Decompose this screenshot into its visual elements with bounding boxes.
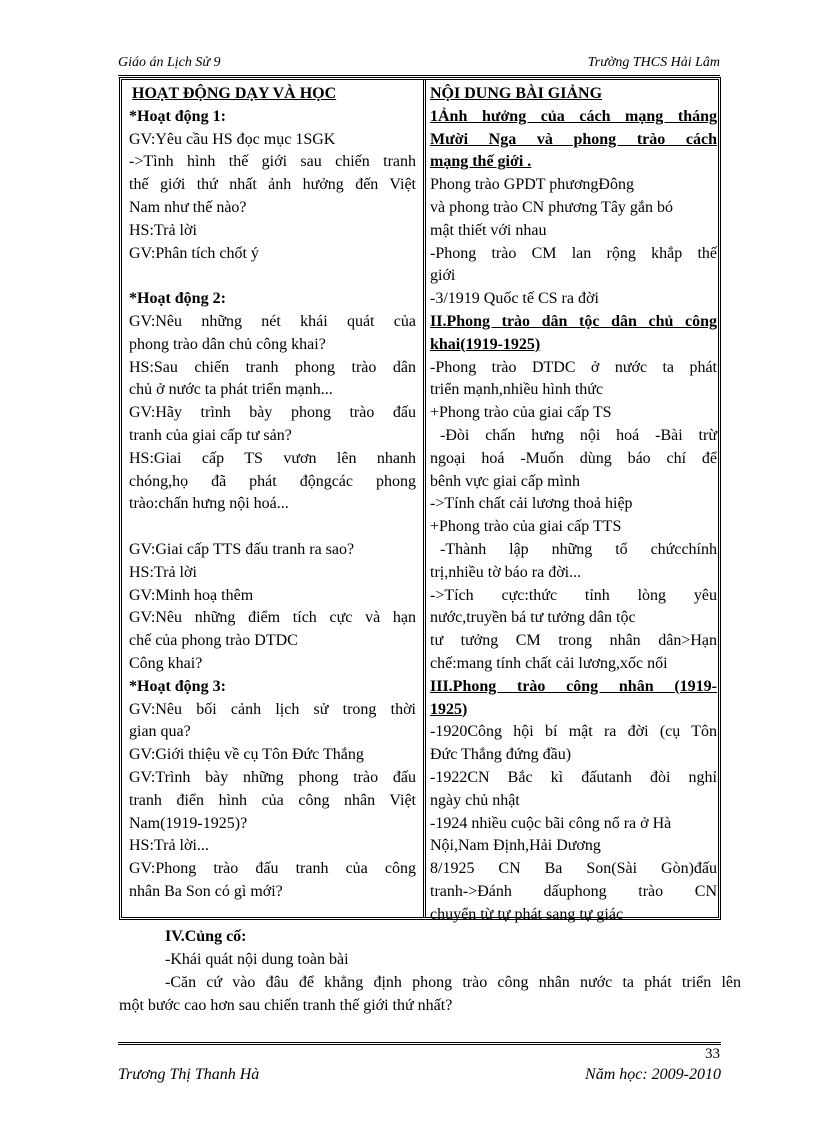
right-line: Nội,Nam Định,Hải Dương — [430, 837, 601, 855]
left-line: chủ ở nước ta phát triển mạnh... — [129, 381, 333, 399]
right-line: 8/1925 CN Ba Son(Sài Gòn)đấu — [430, 860, 717, 878]
activity-3-title: *Hoạt động 3: — [129, 677, 226, 695]
left-line: GV:Nêu bối cảnh lịch sử trong thời — [129, 700, 416, 718]
consolidation-title: IV.Củng cố: — [165, 928, 247, 945]
left-line: ->Tình hình thế giới sau chiến tranh — [129, 153, 416, 171]
right-line: -Đòi chấn hưng nội hoá -Bài trừ — [440, 426, 717, 444]
page-footer — [118, 1066, 721, 1086]
section-2-title: II.Phong trào dân tộc dân chủ công — [430, 312, 717, 330]
spacer — [129, 265, 416, 288]
left-line: chế của phong trào DTDC — [129, 632, 298, 650]
right-line: ngoại hoá -Muốn dùng báo chí để — [430, 449, 717, 467]
section-3-title: 1925) — [430, 700, 468, 718]
right-line: tranh->Đánh dấuphong trào CN — [430, 882, 717, 900]
left-line: nhân Ba Son có gì mới? — [129, 882, 283, 900]
right-line: ->Tích cực:thức tỉnh lòng yêu — [430, 586, 717, 604]
footer-author: Trương Thị Thanh Hà — [118, 1066, 260, 1083]
right-column — [430, 83, 717, 926]
right-line: -1920Công hội bí mật ra đời (cụ Tôn — [430, 723, 717, 741]
left-line: phong trào dân chủ công khai? — [129, 335, 326, 353]
footer-rule — [118, 1042, 721, 1045]
right-line: tư tưởng CM trong nhân dân>Hạn — [430, 632, 717, 650]
right-line: trị,nhiều tờ báo ra đời... — [430, 563, 582, 581]
right-line: -Phong trào DTDC ở nước ta phát — [430, 358, 717, 376]
left-line: HS:Sau chiến tranh phong trào dân — [129, 358, 416, 376]
left-line: HS:Trả lời — [129, 563, 197, 581]
section-1-title: mạng thế giới . — [430, 153, 532, 171]
right-line: bênh vực giai cấp mình — [430, 472, 580, 490]
left-line: tranh điển hình của công nhân Việt — [129, 791, 416, 809]
consolidation-line: -Khái quát nội dung toàn bài — [165, 951, 349, 968]
left-line: GV:Nêu những điểm tích cực và hạn — [129, 609, 416, 627]
left-line: HS:Trả lời... — [129, 837, 209, 855]
right-line: Phong trào GPDT phươngĐông — [430, 176, 634, 194]
left-line: tranh của giai cấp tư sản? — [129, 426, 292, 444]
left-line: Nam như thế nào? — [129, 198, 247, 216]
left-line: chóng,họ đã phát độngcác phong — [129, 472, 416, 490]
left-line: GV:Nêu những nét khái quát của — [129, 312, 416, 330]
footer-year: Năm học: 2009-2010 — [585, 1066, 721, 1083]
right-line: chế:mang tính chất cải lương,xốc nổi — [430, 654, 668, 672]
section-1-title: 1Ảnh hưởng của cách mạng tháng — [430, 107, 717, 125]
left-line: GV:Phong trào đấu tranh của công — [129, 860, 416, 878]
right-line: nước,truyền bá tư tưởng dân tộc — [430, 609, 636, 627]
right-line: Đức Thắng đứng đầu) — [430, 746, 572, 764]
consolidation-line: một bước cao hơn sau chiến tranh thế giới thứ nhất? — [119, 997, 453, 1014]
right-line: ->Tính chất cải lương thoả hiệp — [430, 495, 633, 513]
spacer — [129, 516, 416, 539]
header-left: Giáo án Lịch Sử 9 — [118, 55, 221, 70]
right-line: triển mạnh,nhiều hình thức — [430, 381, 604, 399]
left-line: HS:Giai cấp TS vươn lên nhanh — [129, 449, 416, 467]
right-line: mật thiết với nhau — [430, 221, 547, 239]
page-number: 33 — [705, 1046, 720, 1062]
consolidation-line: -Căn cứ vào đâu để khẳng định phong trào công nhân nước ta phát triển lên — [165, 974, 741, 991]
lesson-table — [119, 77, 721, 923]
left-line: GV:Phân tích chốt ý — [129, 244, 259, 262]
activity-2-title: *Hoạt động 2: — [129, 290, 226, 308]
right-line: -Phong trào CM lan rộng khắp thế — [430, 244, 717, 262]
consolidation-section — [119, 925, 741, 1017]
right-line: -1922CN Bắc kì đấutanh đòi nghỉ — [430, 768, 717, 786]
left-line: Công khai? — [129, 654, 203, 672]
left-line: GV:Trình bày những phong trào đấu — [129, 768, 416, 786]
left-line: GV:Hãy trình bày phong trào đấu — [129, 404, 416, 422]
left-line: GV:Giới thiệu về cụ Tôn Đức Thắng — [129, 746, 364, 764]
activity-1-title: *Hoạt động 1: — [129, 107, 226, 125]
right-line: +Phong trào của giai cấp TS — [430, 404, 612, 422]
left-line: gian qua? — [129, 723, 191, 741]
right-line: -3/1919 Quốc tế CS ra đời — [430, 290, 599, 308]
right-line: ngày chủ nhật — [430, 791, 520, 809]
left-line: GV:Yêu cầu HS đọc mục 1SGK — [129, 130, 336, 148]
section-2-title: khai(1919-1925) — [430, 335, 541, 353]
page-header — [118, 55, 720, 76]
left-line: GV:Minh hoạ thêm — [129, 586, 254, 604]
left-line: HS:Trả lời — [129, 221, 197, 239]
right-line: và phong trào CN phương Tây gắn bó — [430, 198, 674, 216]
column-divider — [423, 80, 426, 917]
right-line: -Thành lập những tổ chứcchính — [440, 540, 717, 558]
left-column — [129, 83, 416, 904]
left-line: Nam(1919-1925)? — [129, 814, 248, 832]
right-line: giới — [430, 267, 456, 285]
right-line: +Phong trào của giai cấp TTS — [430, 518, 622, 536]
left-line: thế giới thứ nhất ảnh hưởng đến Việt — [129, 176, 416, 194]
section-3-title: III.Phong trào công nhân (1919- — [430, 677, 717, 695]
left-heading: HOẠT ĐỘNG DẠY VÀ HỌC — [132, 85, 337, 102]
section-1-title: Mười Nga và phong trào cách — [430, 130, 717, 148]
left-line: trào:chấn hưng nội hoá... — [129, 495, 289, 513]
right-heading: NỘI DUNG BÀI GIẢNG — [430, 85, 603, 102]
right-line: chuyển từ tự phát sang tự giác — [430, 905, 624, 923]
left-line: GV:Giai cấp TTS đấu tranh ra sao? — [129, 540, 355, 558]
right-line: -1924 nhiều cuộc bãi công nổ ra ở Hà — [430, 814, 672, 832]
header-right: Trường THCS Hải Lâm — [587, 55, 720, 70]
